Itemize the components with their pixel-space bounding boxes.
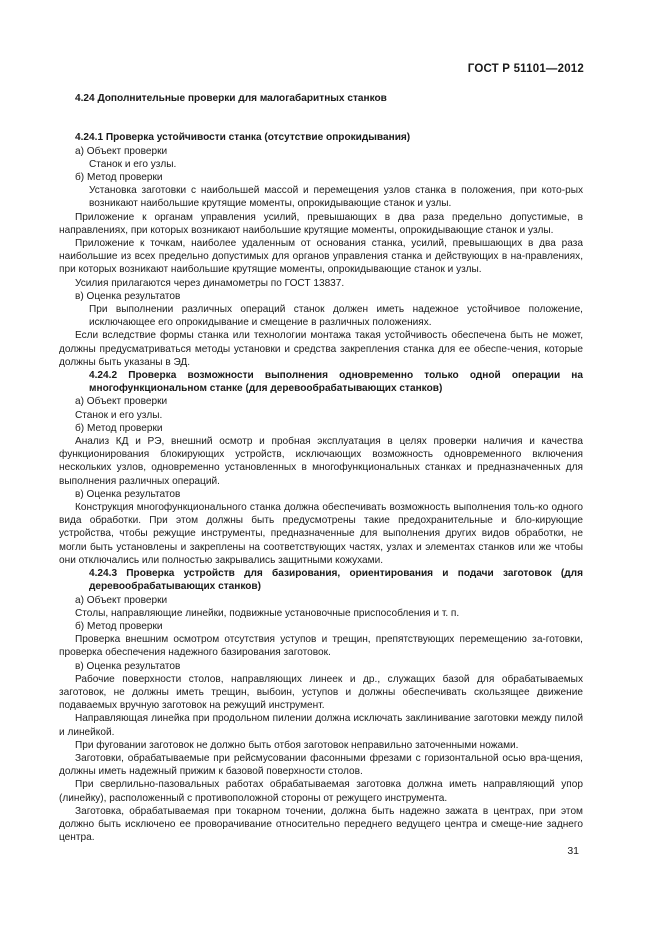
paragraph: а) Объект проверки [75, 145, 168, 157]
paragraph: При сверлильно-пазовальных работах обрабатываемая заготовка должна иметь направляющий упор (линейку), расположенный с противоположной стороны от режущего инструмента. [59, 779, 583, 804]
paragraph: б) Метод проверки [75, 172, 163, 183]
paragraph: При фуговании заготовок не должно быть отбоя заготовок неправильно заточенными ножами. [75, 739, 519, 751]
section-heading: 4.24.1 Проверка устойчивости станка (отсутствие опрокидывания) [75, 132, 411, 144]
paragraph: в) Оценка результатов [75, 290, 181, 302]
paragraph: Станок и его узлы. [89, 158, 177, 170]
paragraph: а) Объект проверки [75, 396, 168, 408]
section-heading: 4.24.2 Проверка возможности выполнения одновременно только одной операции на многофункциональном станке (для деревообрабатывающих станков) [89, 370, 583, 395]
section-heading: 4.24 Дополнительные проверки для малогабаритных станков [75, 93, 387, 104]
paragraph: Рабочие поверхности столов, направляющих линеек и др., служащих базой для обрабатываемых заготовок, не должны иметь трещин, выбоин, уступов и должны обеспечивать скользящее движение подаваемых вручную заготовок на режущий инструмент. [59, 673, 583, 712]
paragraph: Если вследствие формы станка или технологии монтажа такая устойчивость обеспечена быть не может, должны предусматриваться методы установки и средства закрепления станка для ее обеспе-чения, которые должны быть указаны в ЭД. [59, 330, 583, 368]
section-heading: 4.24.3 Проверка устройств для базирования, ориентирования и подачи заготовок (для деревообрабатывающих станков) [89, 568, 583, 593]
paragraph: Проверка внешним осмотром отсутствия уступов и трещин, препятствующих перемещению за-готовки, проверка обеспечения надежного базирования заготовок. [59, 634, 583, 659]
paragraph: Заготовка, обрабатываемая при токарном точении, должна быть надежно зажата в центрах, при этом должно быть исключено ее проворачивание относительно переднего ведущего центра и смеще-ние заднего центра. [59, 805, 583, 844]
paragraph: Столы, направляющие линейки, подвижные установочные приспособления и т. п. [75, 607, 460, 619]
paragraph: а) Объект проверки [75, 594, 168, 606]
paragraph: б) Метод проверки [75, 422, 163, 434]
paragraph: Станок и его узлы. [75, 409, 163, 421]
paragraph: в) Оценка результатов [75, 488, 181, 500]
paragraph: Заготовки, обрабатываемые при рейсмусовании фасонными фрезами с горизонтальной осью вра-щения, должны иметь надежный прижим к базовой поверхности столов. [59, 752, 583, 778]
paragraph: Приложение к органам управления усилий, превышающих в два раза предельно допустимые, в направлениях, при которых возникают наибольшие крутящие моменты, опрокидывающие станок и узлы. [59, 211, 583, 236]
paragraph: Усилия прилагаются через динамометры по ГОСТ 13837. [75, 277, 345, 289]
paragraph: Установка заготовки с наибольшей массой и перемещения узлов станка в положения, при кото-рых возникают наибольшие крутящие моменты, опрокидывающие станок и узлы. [89, 185, 583, 210]
page-number: 31 [567, 845, 579, 857]
document-header: ГОСТ Р 51101—2012 [467, 63, 584, 75]
paragraph: б) Метод проверки [75, 620, 163, 632]
paragraph: Конструкция многофункционального станка должна обеспечивать возможность выполнения толь-ко одного вида обработки. При этом должны быть предусмотрены такие предохранительные и бло-кирующие устройства, чтобы режущие инструменты, предназначенные для выполнения других видов обработки, не могли быть установлены и закреплены на соответствующих частях, узлах и элементах станков или же чтобы они отключались или полностью закрывались защитными кожухами. [59, 502, 583, 566]
paragraph: При выполнении различных операций станок должен иметь надежное устойчивое положение, исключающее его опрокидывание и смещение в различных положениях. [89, 304, 583, 329]
paragraph: в) Оценка результатов [75, 660, 181, 672]
paragraph: Приложение к точкам, наиболее удаленным от основания станка, усилий, превышающих в два раза наибольшие из всех предельно допустимых для органов управления станка и действующих в на-правлениях, при которых возникают наибольшие крутящие моменты, опрокидывающие станок и узлы. [59, 238, 583, 276]
paragraph: Направляющая линейка при продольном пилении должна исключать заклинивание заготовки между пилой и линейкой. [59, 713, 583, 738]
paragraph-gap [59, 115, 583, 121]
paragraph: Анализ КД и РЭ, внешний осмотр и пробная эксплуатация в целях проверки наличия и качества функционирования блокирующих устройств, исключающих возможность одновременного включения нескольких узлов, одновременно установленных в многофункциональных станках и предназначенных для выполнения различных операций. [59, 436, 583, 487]
document-body [59, 92, 583, 844]
